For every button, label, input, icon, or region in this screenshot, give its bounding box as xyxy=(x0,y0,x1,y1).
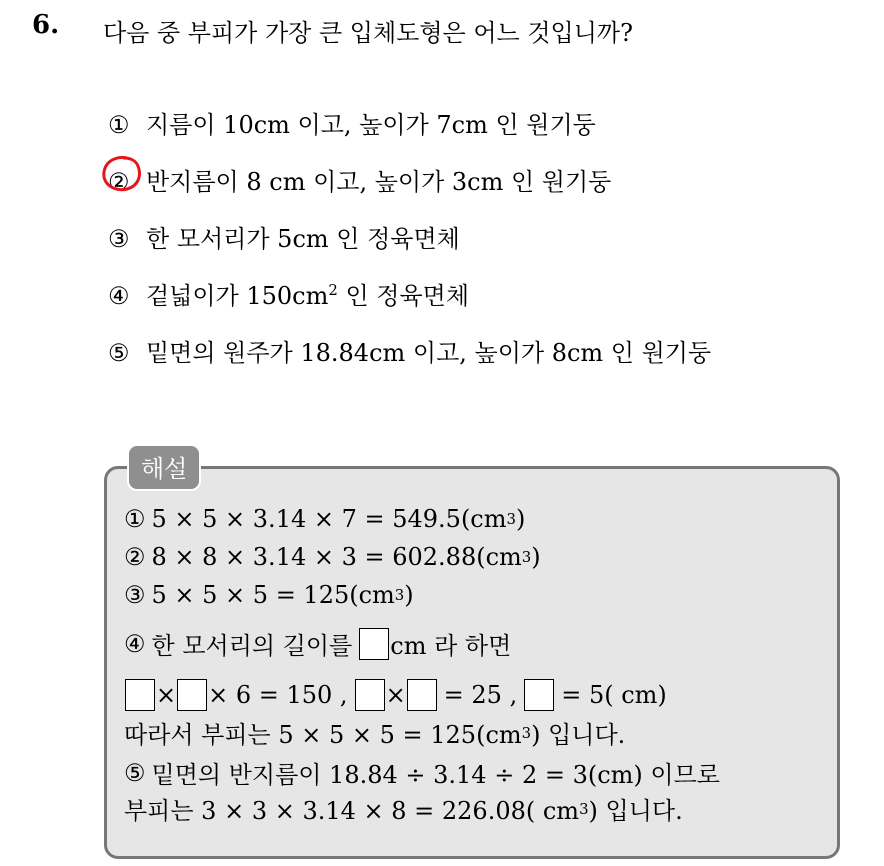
solution-line-7 xyxy=(124,755,720,790)
solution-line-5-eq5: = 5( cm) xyxy=(561,681,667,709)
solution-line-1-expr: 5 × 5 × 3.14 × 7 = 549.5(cm xyxy=(151,505,507,533)
solution-line-7-expr: 밑면의 반지름이 18.84 ÷ 3.14 ÷ 2 = 3(cm) 이므로 xyxy=(151,761,720,789)
solution-line-4 xyxy=(124,626,511,661)
choice-2-text: 반지름이 8 cm 이고, 높이가 3cm 인 원기둥 xyxy=(146,168,612,196)
solution-line-5 xyxy=(124,679,667,711)
blank-box-2 xyxy=(177,679,207,711)
solution-line-5-eq25: = 25 , xyxy=(443,681,518,709)
solution-line-8-expr: 부피는 3 × 3 × 3.14 × 8 = 226.08( cm xyxy=(124,797,580,825)
solution-line-2-expr: 8 × 8 × 3.14 × 3 = 602.88(cm xyxy=(151,543,522,571)
choice-3[interactable] xyxy=(108,219,460,254)
choice-4-superscript: 2 xyxy=(328,281,338,299)
solution-line-1-close: ) xyxy=(515,505,526,533)
answer-circle-mark xyxy=(100,154,146,194)
choice-5-mark: ⑤ xyxy=(108,339,130,367)
solution-line-3-expr: 5 × 5 × 5 = 125(cm xyxy=(151,581,395,609)
solution-line-5-six-eq: × 6 = 150 , xyxy=(208,681,348,709)
choice-4-text xyxy=(146,276,469,311)
solution-line-4-before: 한 모서리의 길이를 xyxy=(151,632,353,660)
times-symbol-1: × xyxy=(156,681,177,709)
question-text: 다음 중 부피가 가장 큰 입체도형은 어느 것입니까? xyxy=(103,19,633,47)
solution-line-7-mark: ⑤ xyxy=(124,758,146,787)
solution-line-3-mark: ③ xyxy=(124,581,146,609)
choice-1[interactable] xyxy=(108,105,596,140)
choice-4-mark: ④ xyxy=(108,282,130,310)
blank-box-4 xyxy=(407,679,437,711)
solution-line-2-close: ) xyxy=(531,543,541,571)
solution-line-6-close: ) 입니다. xyxy=(531,721,626,749)
choice-2[interactable] xyxy=(108,162,611,197)
solution-line-3-close: ) xyxy=(404,581,414,609)
solution-line-6: 따라서 부피는 5 × 5 × 5 = 125(cm 3 ) 입니다. xyxy=(124,715,625,750)
solution-line-4-after: cm 라 하면 xyxy=(390,632,512,660)
choice-1-text: 지름이 10cm 이고, 높이가 7cm 인 원기둥 xyxy=(146,111,596,139)
solution-line-2-mark: ② xyxy=(124,543,146,571)
solution-line-2: ② 8 × 8 × 3.14 × 3 = 602.88(cm 3 ) xyxy=(124,543,541,571)
solution-line-8: 부피는 3 × 3 × 3.14 × 8 = 226.08( cm 3 ) 입니다. xyxy=(124,791,683,826)
answer-blank-box xyxy=(359,628,389,660)
solution-line-1: ① 5 × 5 × 3.14 × 7 = 549.5(cm 3 ) xyxy=(124,505,526,533)
solution-line-4-mark: ④ xyxy=(124,629,146,658)
choice-5[interactable] xyxy=(108,333,711,368)
blank-box-3 xyxy=(355,679,385,711)
blank-box-1 xyxy=(125,679,155,711)
choice-4-text-before: 겉넓이가 150cm xyxy=(146,282,329,310)
choice-1-mark: ① xyxy=(108,111,130,139)
choice-5-text: 밑면의 원주가 18.84cm 이고, 높이가 8cm 인 원기둥 xyxy=(146,339,712,367)
times-symbol-2: × xyxy=(385,681,406,709)
choice-4-text-after: 인 정육면체 xyxy=(337,282,470,310)
choice-3-mark: ③ xyxy=(108,225,130,253)
solution-line-1-mark: ① xyxy=(124,505,146,533)
question-number: 6. xyxy=(32,10,60,40)
choice-4[interactable] xyxy=(108,276,469,311)
choice-2-mark: ② xyxy=(108,168,130,196)
solution-tag: 해설 xyxy=(127,444,201,491)
solution-line-6-expr: 따라서 부피는 5 × 5 × 5 = 125(cm xyxy=(124,721,522,749)
solution-line-8-close: ) 입니다. xyxy=(588,797,683,825)
blank-box-5 xyxy=(524,679,554,711)
solution-line-3: ③ 5 × 5 × 5 = 125(cm 3 ) xyxy=(124,581,414,609)
choice-3-text: 한 모서리가 5cm 인 정육면체 xyxy=(146,225,460,253)
